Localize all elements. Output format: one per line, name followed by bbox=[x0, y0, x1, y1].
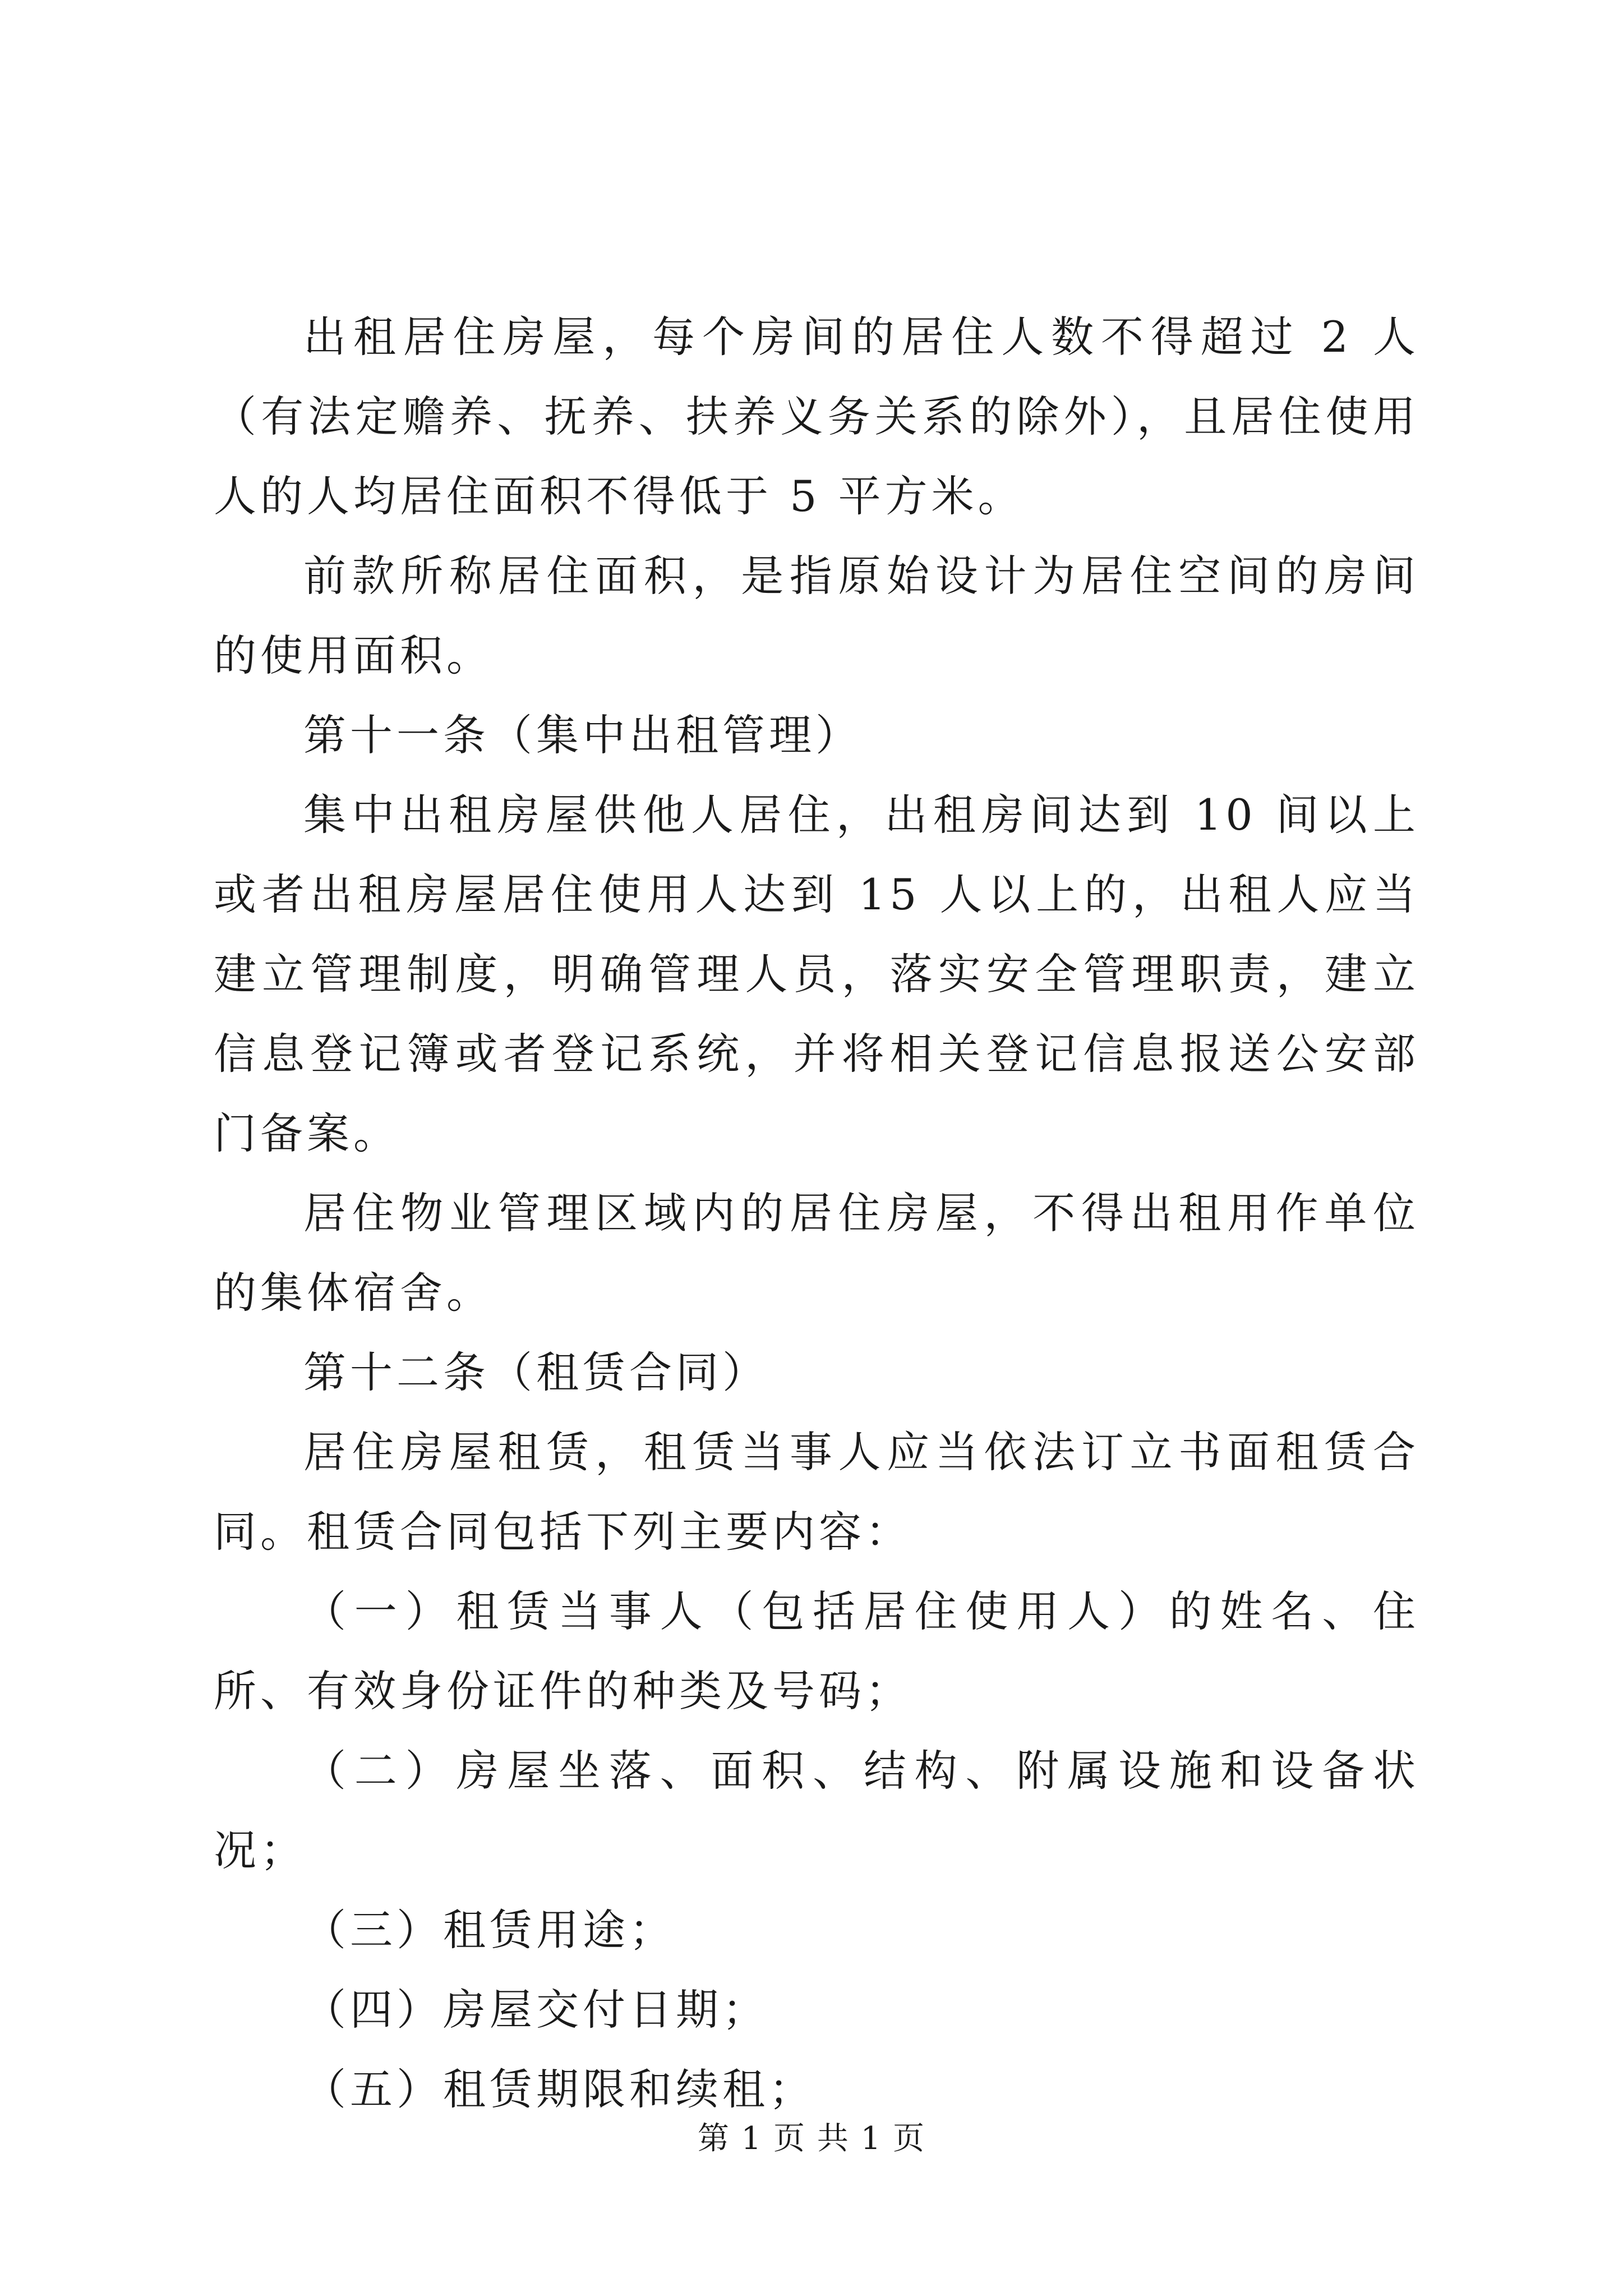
contract-item-2: （二）房屋坐落、面积、结构、附属设施和设备状况； bbox=[214, 1746, 1419, 1875]
contract-item-3: （三）租赁用途； bbox=[303, 1905, 676, 1955]
paragraph-dormitory-ban: 居住物业管理区域内的居住房屋，不得出租用作单位的集体宿舍。 bbox=[214, 1188, 1419, 1318]
paragraph-lease-contract: 居住房屋租赁，租赁当事人应当依法订立书面租赁合同。租赁合同包括下列主要内容： bbox=[214, 1427, 1419, 1557]
article-12-heading: 第十二条（租赁合同） bbox=[303, 1347, 769, 1397]
page-number-label: 第 1 页 共 1 页 bbox=[697, 2120, 926, 2157]
paragraph-residence-limit: 出租居住房屋，每个房间的居住人数不得超过 2 人（有法定赡养、抚养、扶养义务关系的除外），且居住使用人的人均居住面积不得低于 5 平方米。 bbox=[214, 312, 1419, 521]
article-11-heading: 第十一条（集中出租管理） bbox=[303, 710, 862, 760]
contract-item-5: （五）租赁期限和续租； bbox=[303, 2064, 815, 2114]
paragraph-area-definition: 前款所称居住面积，是指原始设计为居住空间的房间的使用面积。 bbox=[214, 551, 1419, 680]
paragraph-centralized-rental: 集中出租房屋供他人居住，出租房间达到 10 间以上或者出租房屋居住使用人达到 15 人以上的，出租人应当建立管理制度，明确管理人员，落实安全管理职责，建立信息登记簿或者登记系统，并将相关登记信息报送公安部门备案。 bbox=[214, 790, 1419, 1158]
page-footer bbox=[0, 2114, 1623, 2159]
contract-item-1: （一）租赁当事人（包括居住使用人）的姓名、住所、有效身份证件的种类及号码； bbox=[214, 1586, 1419, 1716]
document-body bbox=[214, 297, 1419, 2129]
contract-item-4: （四）房屋交付日期； bbox=[303, 1985, 769, 2035]
